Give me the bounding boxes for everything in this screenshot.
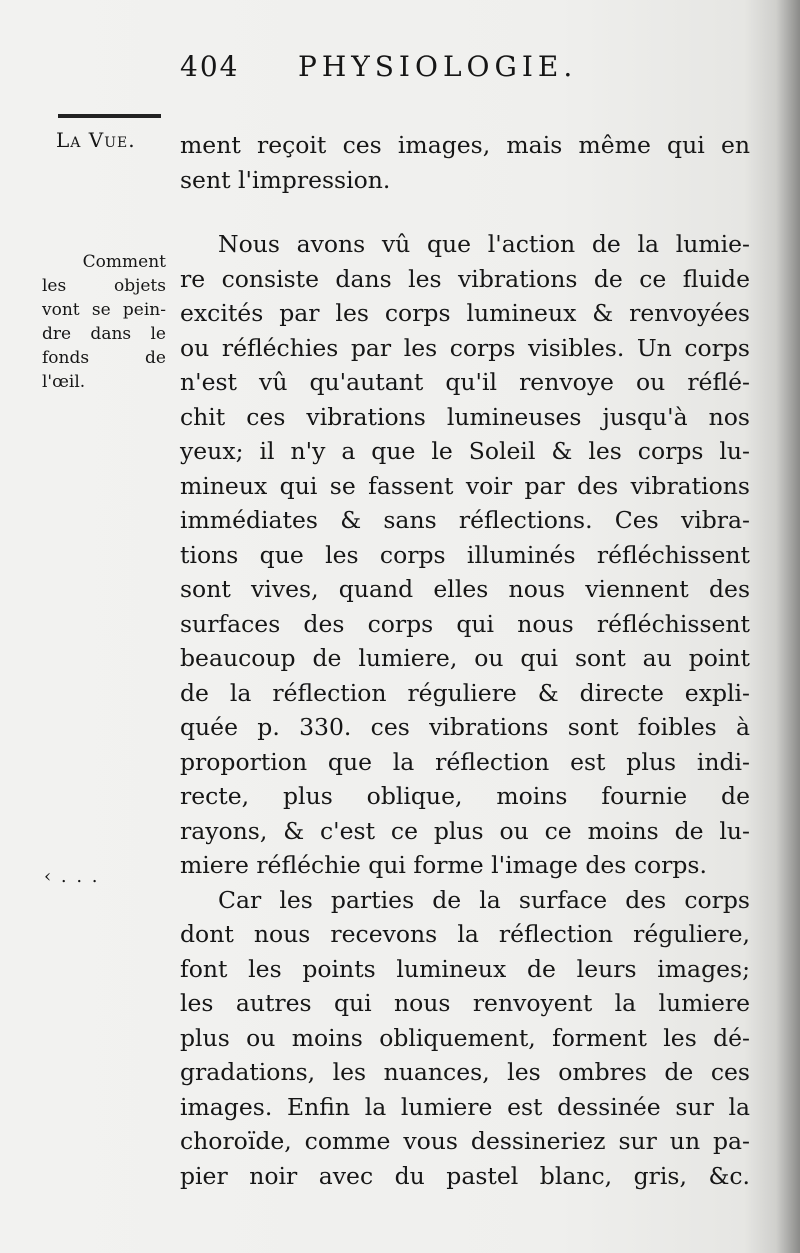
- running-head: PHYSIOLOGIE.: [298, 50, 578, 83]
- text-line: choroïde, comme vous dessineriez sur un pa-: [180, 1127, 750, 1155]
- text-line: images. Enfin la lumiere est dessinée sur la: [180, 1092, 750, 1121]
- text-line: dont nous recevons la réflection réguliere,: [180, 920, 750, 948]
- text-line: immédiates & sans réflections. Ces vibra-: [180, 506, 750, 534]
- text-line: gradations, les nuances, les ombres de ces: [180, 1058, 750, 1086]
- text-line: sent l'impression.: [180, 165, 391, 194]
- text-line: pier noir avec du pastel blanc, gris, &c.: [180, 1161, 750, 1190]
- text-line: excités par les corps lumineux & renvoyées: [180, 299, 750, 327]
- section-rule: [58, 114, 161, 118]
- text-line: Car les parties de la surface des corps: [218, 885, 750, 914]
- body-text: [180, 128, 750, 1193]
- text-line: ou réfléchies par les corps visibles. Un corps: [180, 333, 750, 362]
- text-line: chit ces vibrations lumineuses jusqu'à nos: [180, 402, 750, 431]
- text-line: proportion que la réflection est plus indi-: [180, 747, 750, 776]
- margin-note-line: l'œil.: [42, 372, 86, 392]
- text-line: quée p. 330. ces vibrations sont foibles à: [180, 713, 750, 741]
- text-line: n'est vû qu'autant qu'il renvoye ou réflé-: [180, 368, 750, 396]
- text-line: de la réflection réguliere & directe expli-: [180, 678, 750, 707]
- text-line: surfaces des corps qui nous réfléchissent: [180, 609, 750, 638]
- text-line: recte, plus oblique, moins fournie de: [180, 782, 750, 810]
- page-number: 404: [180, 50, 240, 83]
- margin-note-line: Comment: [82, 252, 166, 272]
- text-line: re consiste dans les vibrations de ce fluide: [180, 264, 750, 293]
- text-line: yeux; il n'y a que le Soleil & les corps lu-: [180, 437, 750, 465]
- text-line: miere réfléchie qui forme l'image des corps.: [180, 851, 707, 879]
- text-line: les autres qui nous renvoyent la lumiere: [180, 989, 750, 1017]
- paragraph-gap: [180, 197, 750, 227]
- section-label: La Vue.: [56, 128, 136, 152]
- margin-note-line: fonds de: [42, 348, 166, 368]
- margin-note: [42, 250, 166, 394]
- text-line: sont vives, quand elles nous viennent des: [180, 575, 750, 603]
- text-line: font les points lumineux de leurs images;: [180, 954, 750, 983]
- text-line: Nous avons vû que l'action de la lumie-: [218, 230, 750, 258]
- margin-note-line: les objets: [42, 276, 166, 296]
- text-line: ment reçoit ces images, mais même qui en: [180, 131, 750, 159]
- text-line: mineux qui se fassent voir par des vibrations: [180, 471, 750, 500]
- margin-note-line: dre dans le: [42, 324, 166, 344]
- text-line: rayons, & c'est ce plus ou ce moins de lu-: [180, 816, 750, 845]
- text-line: tions que les corps illuminés réfléchissent: [180, 540, 750, 569]
- text-line: plus ou moins obliquement, forment les dé-: [180, 1023, 750, 1052]
- text-line: beaucoup de lumiere, ou qui sont au point: [180, 644, 750, 672]
- margin-mark: ‹ . . .: [44, 866, 100, 887]
- margin-note-line: vont se pein-: [42, 300, 166, 320]
